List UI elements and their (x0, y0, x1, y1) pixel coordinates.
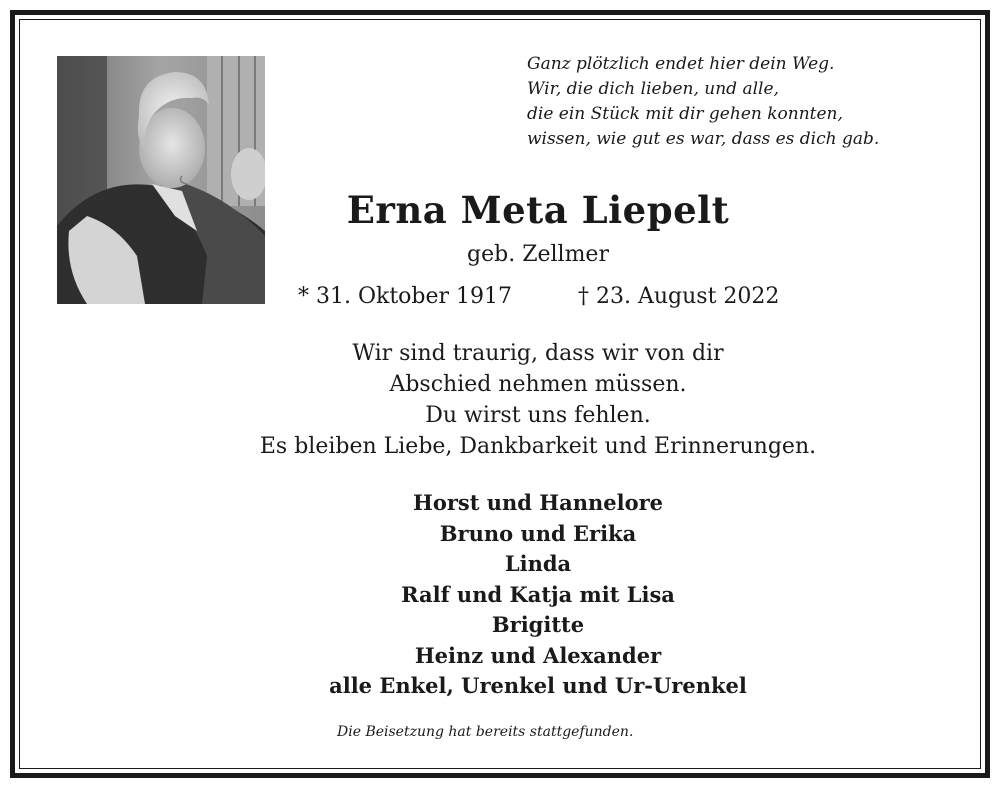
mourner-entry: Ralf und Katja mit Lisa (401, 581, 675, 607)
life-dates (240, 280, 836, 314)
mourning-message (130, 338, 946, 462)
poem-line: Ganz plötzlich endet hier dein Weg. (527, 54, 835, 74)
portrait-photo (57, 56, 265, 304)
burial-note: Die Beisetzung hat bereits stattgefunden. (337, 724, 634, 740)
mourner-entry: Linda (504, 551, 572, 576)
mourner-entry: alle Enkel, Urenkel und Ur-Urenkel (329, 673, 747, 698)
mourners-list (230, 488, 846, 702)
mourner-entry: Heinz und Alexander (414, 642, 662, 668)
portrait-illustration (57, 56, 265, 304)
mourner-entry: Horst und Hannelore (412, 490, 664, 515)
death-date: † 23. August 2022 (578, 284, 780, 309)
message-line: Du wirst uns fehlen. (425, 403, 651, 428)
deceased-name: Erna Meta Liepelt (346, 188, 730, 232)
message-line: Wir sind traurig, dass wir von dir (352, 341, 724, 366)
poem-line: Wir, die dich lieben, und alle, (527, 79, 779, 99)
message-line: Es bleiben Liebe, Dankbarkeit und Erinnerungen. (259, 434, 817, 459)
mourner-entry: Brigitte (491, 612, 585, 637)
birth-date: * 31. Oktober 1917 (298, 284, 513, 309)
mourner-entry: Bruno und Erika (439, 520, 637, 546)
poem (527, 52, 967, 152)
poem-line: wissen, wie gut es war, dass es dich gab. (527, 129, 880, 149)
poem-line: die ein Stück mit dir gehen konnten, (527, 104, 843, 124)
birth-name: geb. Zellmer (467, 242, 609, 267)
message-line: Abschied nehmen müssen. (389, 372, 687, 397)
